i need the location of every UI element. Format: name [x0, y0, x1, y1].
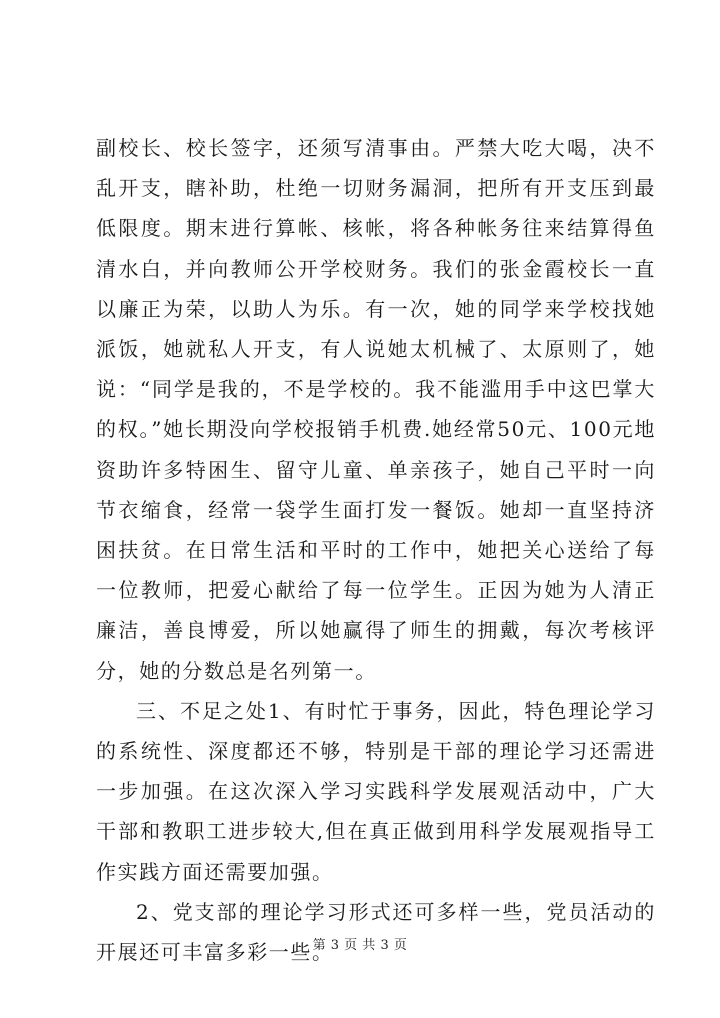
paragraph-expense-control: 副校长、校长签字，还须写清事由。严禁大吃大喝，决不乱开支，瞎补助，杜绝一切财务漏洞，把所有开支压到最低限度。期末进行算帐、核帐，将各种帐务往来结算得鱼清水白，并向教师公开学校财务。我们的张金霞校长一直以廉正为荣，以助人为乐。有一次，她的同学来学校找她派饭，她就私人开支，有人说她太机械了、太原则了，她说：“同学是我的，不是学校的。我不能滥用手中这巴掌大的权。”她长期没向学校报销手机费.她经常50元、100元地资助许多特困生、留守儿童、单亲孩子，她自己平时一向节衣缩食，经常一袋学生面打发一餐饭。她却一直坚持济困扶贫。在日常生活和平时的工作中，她把关心送给了每一位教师，把爱心献给了每一位学生。正因为她为人清正廉洁，善良博爱，所以她赢得了师生的拥戴，每次考核评分，她的分数总是名列第一。	[96, 136, 656, 683]
document-body	[96, 128, 656, 972]
page-number-footer: 第 3 页 共 3 页	[312, 938, 408, 953]
paragraph-shortcomings-2: 2、党支部的理论学习形式还可多样一些，党员活动的开展还可丰富多彩一些。	[96, 899, 656, 965]
paragraph-shortcomings-1: 三、不足之处1、有时忙于事务，因此，特色理论学习的系统性、深度都还不够，特别是干部的理论学习还需进一步加强。在这次深入学习实践科学发展观活动中，广大干部和教职工进步较大,但在真正做到用科学发展观指导工作实践方面还需要加强。	[96, 698, 656, 884]
